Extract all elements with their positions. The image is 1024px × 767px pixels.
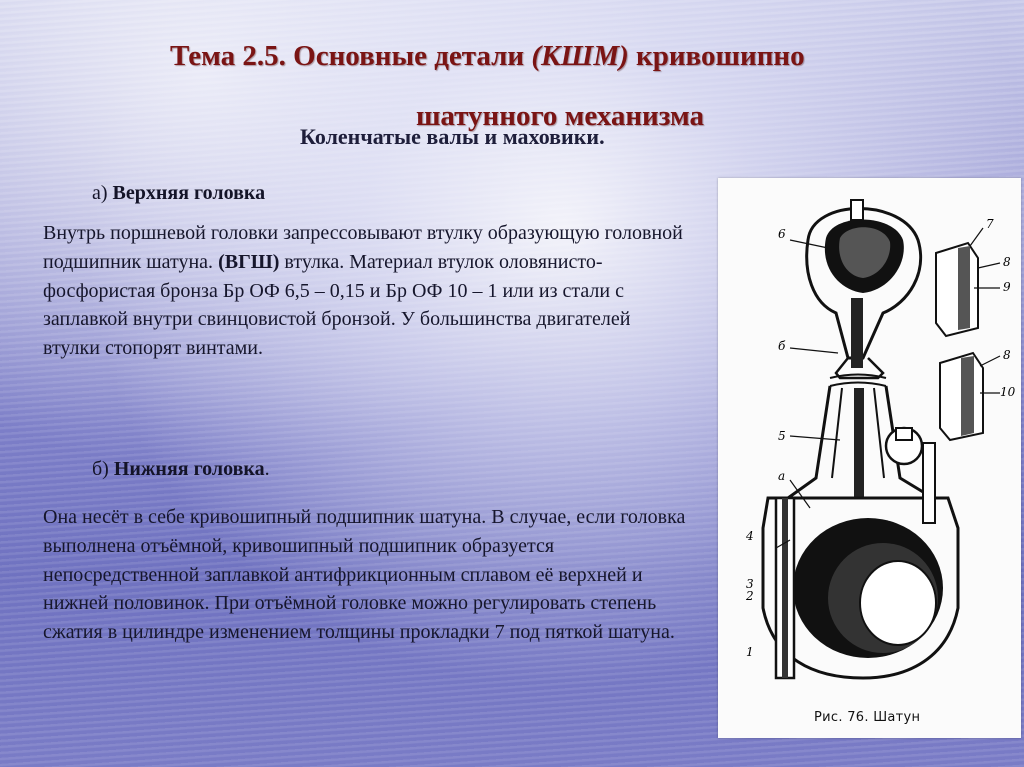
connecting-rod-figure xyxy=(718,178,1021,738)
fig-label: 2 xyxy=(746,589,754,603)
fig-label: 3 xyxy=(746,577,754,591)
section-b-text: Она несёт в себе кривошипный подшипник шатуна. В случае, если головка выполнена отъёмной, кривошипный подшипник образуется непосредственной заплавкой антифрикционным сплавом её верхней и нижней половинок. При отъёмной головке можно регулировать степень сжатия в цилиндре изменением толщины прокладки 7 под пяткой шатуна. xyxy=(43,506,686,644)
title-line-2: шатунного механизма xyxy=(415,100,705,132)
fig-label: 6 xyxy=(778,227,786,241)
fig-label: 4 xyxy=(746,529,754,543)
fig-label: 5 xyxy=(778,429,786,443)
fig-label: 8 xyxy=(1003,255,1011,269)
fig-label: а xyxy=(778,469,786,483)
section-b-heading: б) Нижняя головка. xyxy=(92,458,270,480)
section-a-heading: а) Верхняя головка xyxy=(92,182,266,204)
vgsh-bold: (ВГШ) xyxy=(218,250,280,273)
fig-label: 1 xyxy=(746,645,754,659)
figure-caption: Рис. 76. Шатун xyxy=(814,710,921,725)
fig-label: 8 xyxy=(1003,348,1011,362)
fig-label: б xyxy=(778,339,786,353)
fig-label: 9 xyxy=(1003,280,1011,294)
fig-label: 7 xyxy=(986,217,994,231)
connecting-rod-drawing xyxy=(718,178,1021,738)
section-a-text: Внутрь поршневой головки запрессовывают втулку образующую головной подшипник шатуна. (ВГШ) втулка. Материал втулок оловянисто-фосфористая бронза Бр ОФ 6,5 – 0,15 и Бр ОФ 10 – 1 или из стали с заплавкой внутри свинцовистой бронзой. У большинства двигателей втулки стопорят винтами. xyxy=(43,222,683,360)
title-abbr: (КШМ) xyxy=(531,40,629,72)
fig-label: 10 xyxy=(1000,385,1016,399)
title-line-1: Тема 2.5. Основные детали (КШМ) кривошипно xyxy=(170,40,805,72)
slide-subtitle: Коленчатые валы и маховики. xyxy=(300,124,605,149)
